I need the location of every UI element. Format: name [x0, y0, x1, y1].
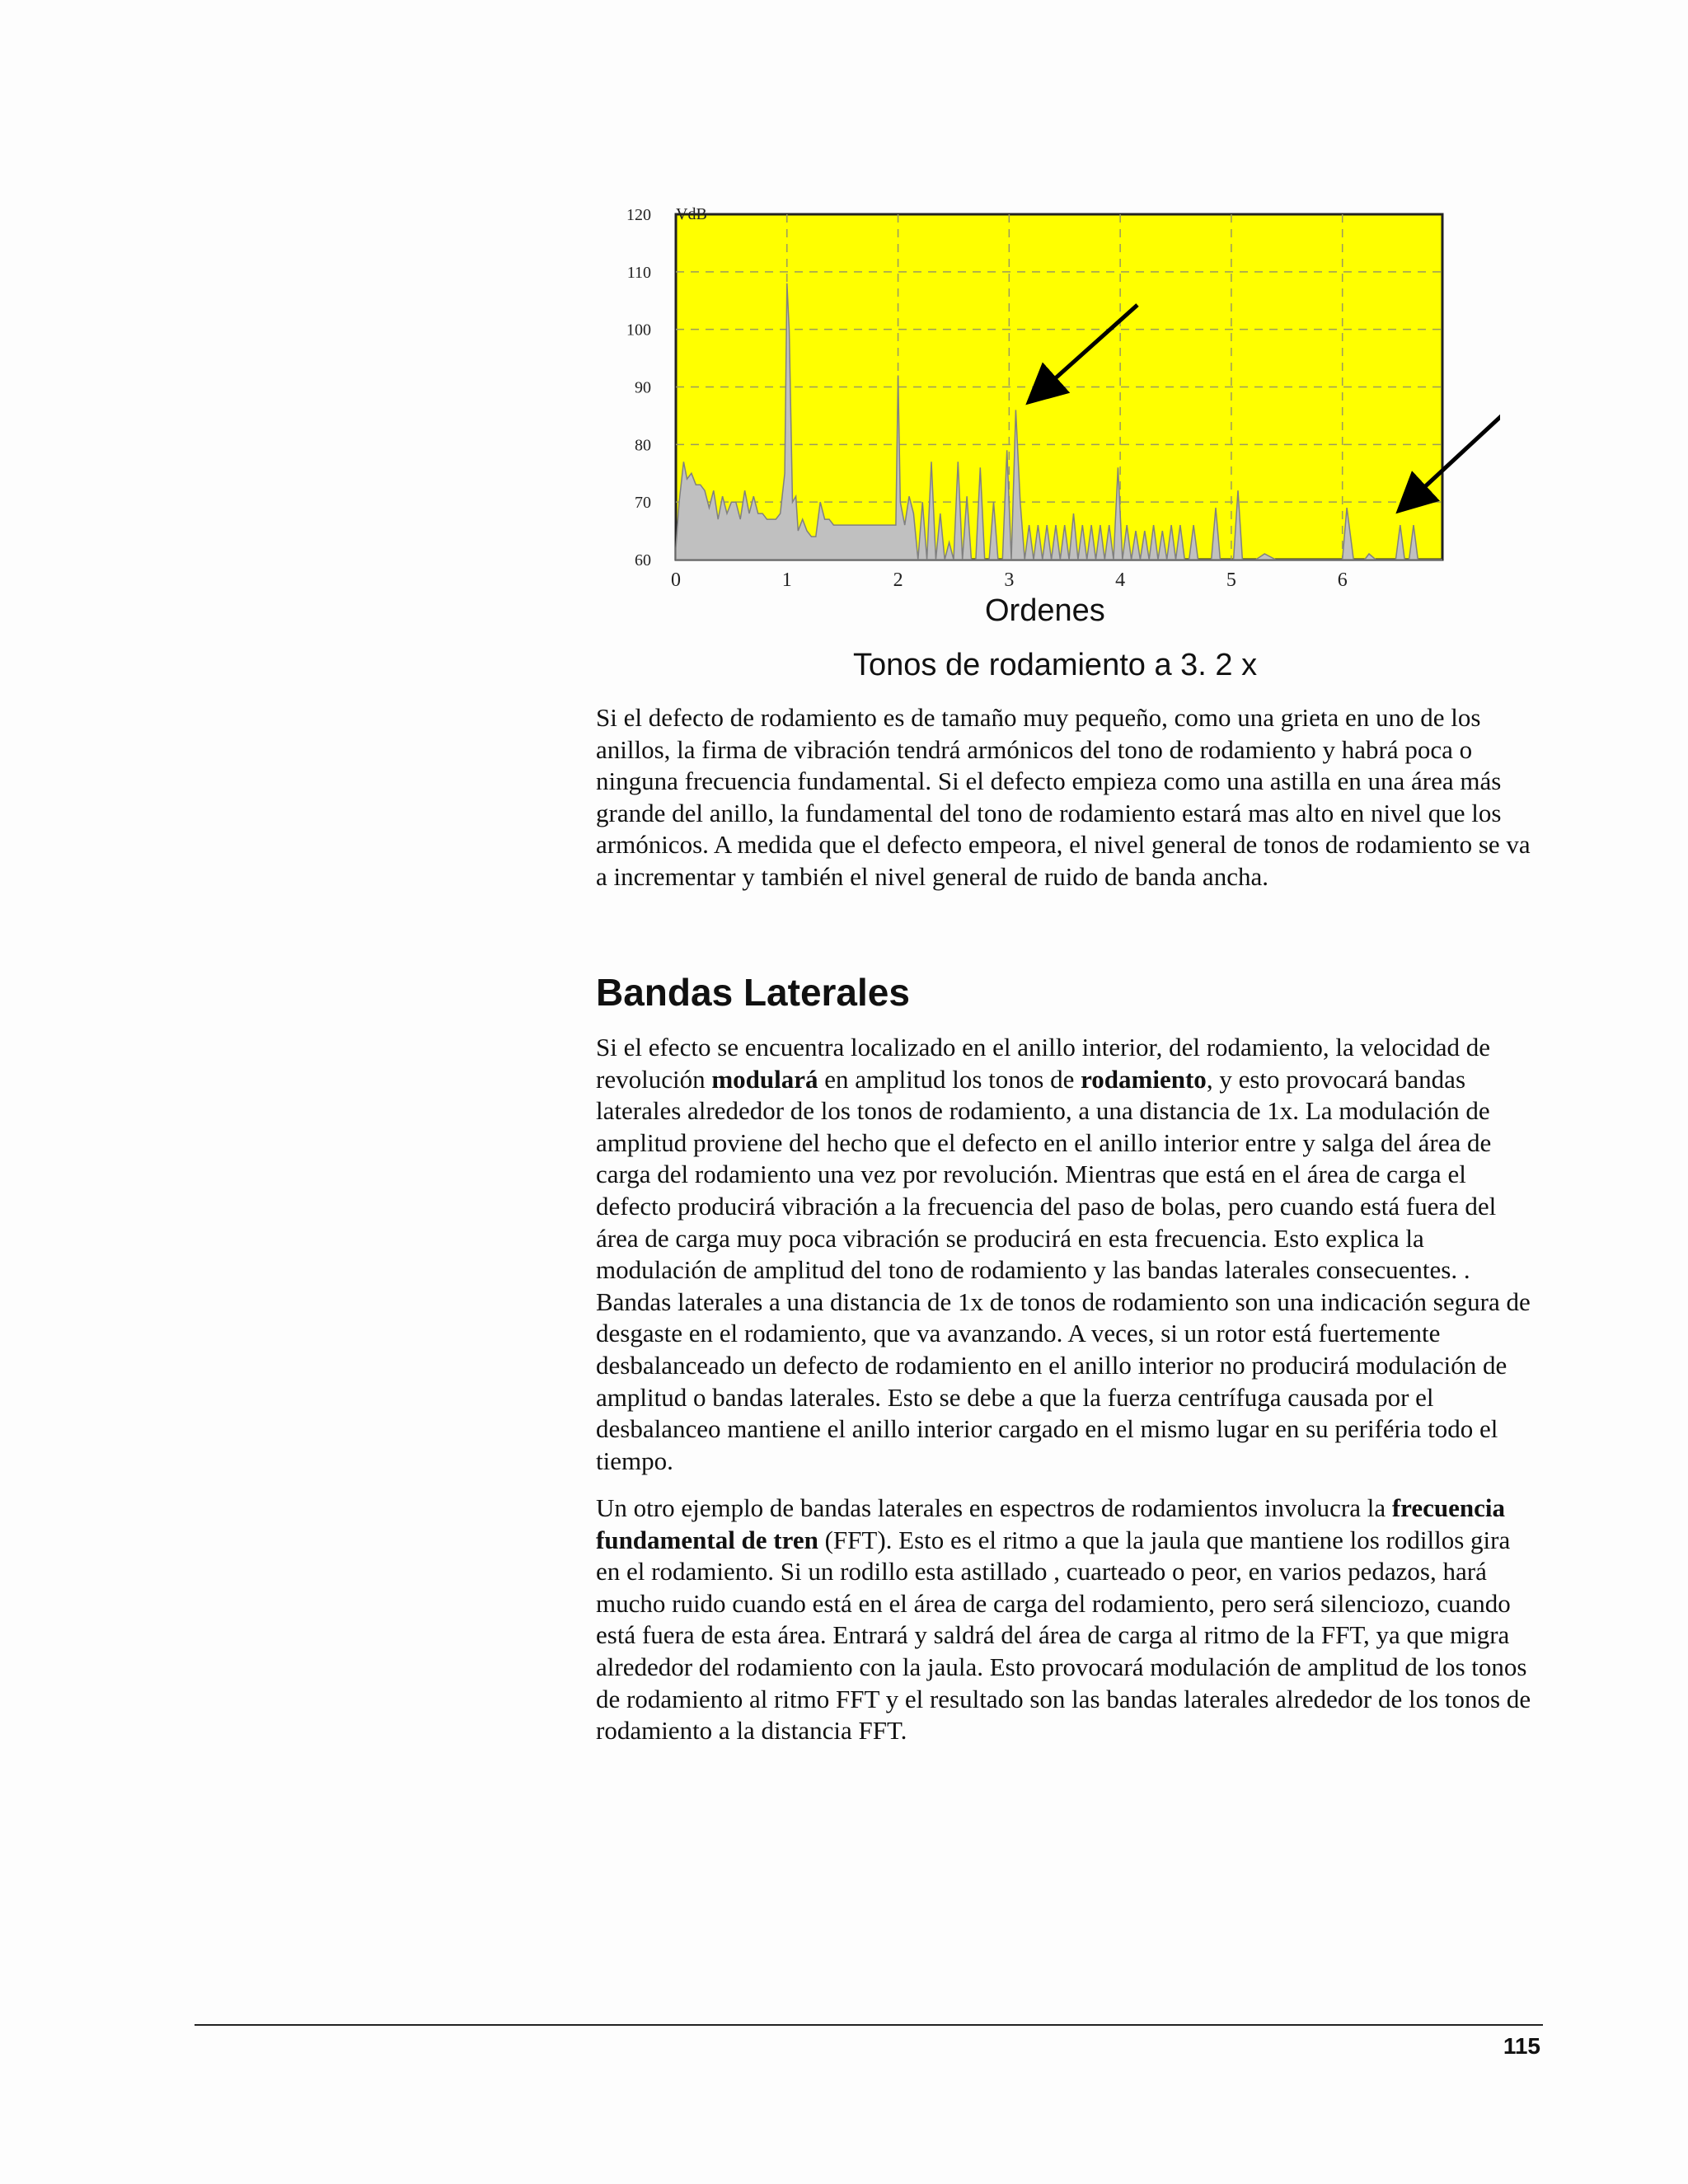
footer-rule — [195, 2024, 1543, 2026]
y-tick-label: 70 — [635, 494, 651, 513]
bold-term-rodamiento: rodamiento — [1081, 1064, 1207, 1094]
paragraph-2 — [596, 1032, 1540, 1477]
paragraph-1: Si el defecto de rodamiento es de tamaño muy pequeño, como una grieta en uno de los anillos, la firma de vibración tendrá armónicos del tono de rodamiento y habrá poca o ninguna frecuencia fundamental. Si el defecto empieza como una astilla en una área más grande del anillo, la fundamental del tono de rodamiento estará mas alto en nivel que los armónicos. A medida que el defecto empeora, el nivel general de tonos de rodamiento se va a incrementar y también el nivel general de ruido de banda ancha. — [596, 703, 1531, 891]
page-number: 115 — [1503, 2033, 1540, 2059]
paragraph-2-text-e: , y esto provocará bandas laterales alrededor de los tonos de rodamiento, a una distancia de 1x. La modulación de amplitud proviene del hecho que el defecto en el anillo interior entre y salga del área de carga del rodamiento una vez por revolución. Mientras que está en el área de carga el defecto producirá vibración a la frecuencia del paso de bolas, pero cuando está fuera del área de carga muy poca vibración se producirá en esta frecuencia. Esto explica la modulación de amplitud del tono de rodamiento y las bandas laterales consecuentes. . Bandas laterales a una distancia de 1x de tonos de rodamiento son una indicación segura de desgaste en el rodamiento, que va avanzando. A veces, si un rotor está fuertemente desbalanceado un defecto de rodamiento en el anillo interior no producirá modulación de amplitud o bandas laterales. Esto se debe a que la fuerza centrífuga causada por el desbalanceo mantiene el anillo interior cargado en el mismo lugar en su periféria todo el tiempo. — [596, 1064, 1531, 1475]
y-tick-label: 80 — [635, 436, 651, 455]
y-axis-label: VdB — [676, 205, 707, 223]
x-tick-label: 2 — [893, 569, 903, 591]
section-heading: Bandas Laterales — [596, 971, 910, 1014]
paragraph-2-text-c: en amplitud los tonos de — [818, 1064, 1081, 1094]
x-tick-label: 6 — [1337, 569, 1348, 591]
y-tick-label: 120 — [626, 206, 651, 224]
paragraph-3-text-a: Un otro ejemplo de bandas laterales en espectros de rodamientos involucra la — [596, 1493, 1392, 1522]
paragraph-3 — [596, 1493, 1540, 1747]
bold-term-modulara: modulará — [711, 1064, 818, 1094]
bold-term-fft: frecuencia fundamental de tren — [596, 1493, 1505, 1554]
x-axis-title: Ordenes — [985, 593, 1105, 628]
x-tick-label: 1 — [781, 569, 792, 591]
x-tick-label: 3 — [1004, 569, 1015, 591]
y-axis-ticks — [626, 206, 651, 569]
x-tick-label: 5 — [1226, 569, 1236, 591]
y-tick-label: 90 — [635, 378, 651, 397]
y-tick-label: 110 — [626, 263, 651, 282]
paragraph-3-text-c: (FFT). Esto es el ritmo a que la jaula que mantiene los rodillos gira en el rodamiento. Si un rodillo esta astillado , cuarteado o peor, en varios pedazos, hará mucho ruido cuando está en el área de carga del rodamiento, pero será silenciozo, cuando está fuera de esta área. Entrará y saldrá del área de carga al ritmo de la FFT, ya que migra alrededor del rodamiento con la jaula. Esto provocará modulación de amplitud de los tonos de rodamiento al ritmo FFT y el resultado son las bandas laterales alrededor de los tonos de rodamiento a la distancia FFT. — [596, 1525, 1531, 1746]
spectrum-chart — [610, 198, 1500, 610]
paragraph-2-text-a: Si el efecto se encuentra localizado en el anillo interior, del rodamiento, la velocidad de revolución — [596, 1033, 1491, 1094]
y-tick-label: 100 — [626, 321, 651, 340]
x-tick-label: 4 — [1115, 569, 1126, 591]
x-tick-label: 0 — [671, 569, 681, 591]
y-tick-label: 60 — [635, 551, 651, 569]
figure-caption: Tonos de rodamiento a 3. 2 x — [853, 648, 1258, 682]
x-axis-ticks — [671, 569, 1348, 591]
